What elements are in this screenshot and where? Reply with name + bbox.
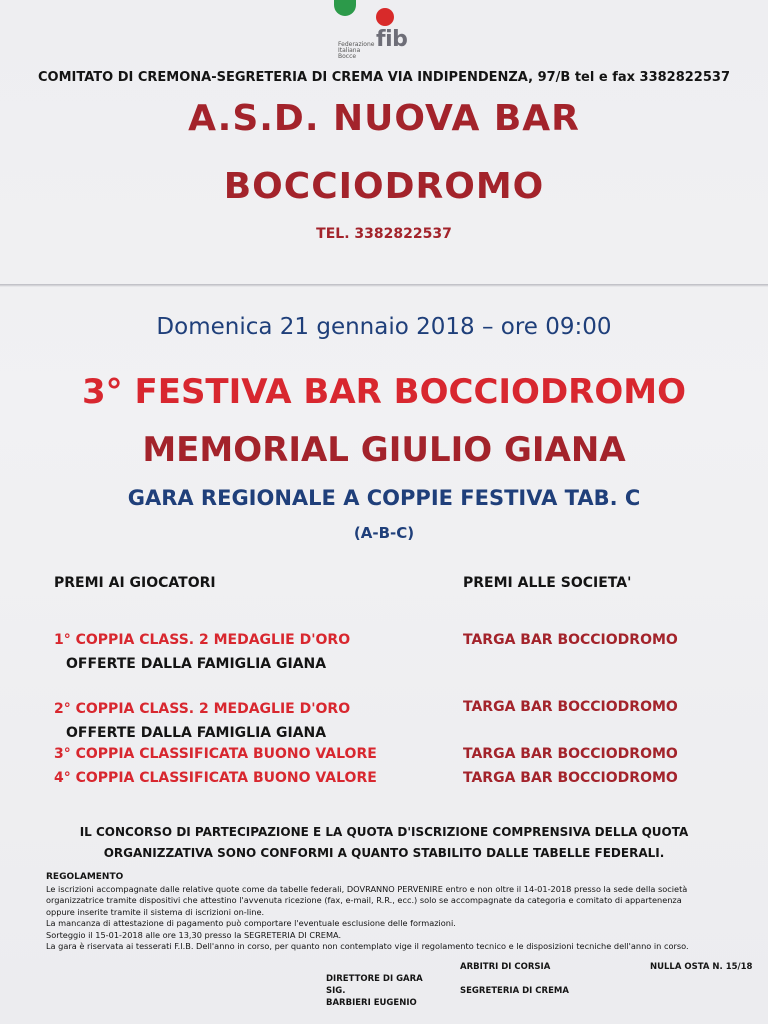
clubs-prizes-heading: PREMI ALLE SOCIETA' <box>463 575 632 591</box>
logo-brand: fib <box>376 27 408 52</box>
logo-leaf-icon <box>334 0 356 16</box>
club-name-line1: A.S.D. NUOVA BAR <box>188 98 580 139</box>
regolamento-line: oppure inserite tramite il sistema di iscrizioni on-line. <box>46 906 265 917</box>
prize-player-4: 4° COPPIA CLASSIFICATA BUONO VALORE <box>54 770 377 786</box>
fib-logo <box>330 0 430 58</box>
prize-player-3: 3° COPPIA CLASSIFICATA BUONO VALORE <box>54 746 377 762</box>
regolamento-line: La gara è riservata ai tesserati F.I.B. Dell'anno in corso, per quanto non contemplato vige il regolamento tecnico e le disposizioni tecniche dell'anno in corso. <box>46 941 689 951</box>
prize-club-1: TARGA BAR BOCCIODROMO <box>463 632 678 648</box>
prize-player-2: 2° COPPIA CLASS. 2 MEDAGLIE D'ORO <box>54 701 351 717</box>
paper-fold <box>0 284 768 287</box>
concorso-line1: IL CONCORSO DI PARTECIPAZIONE E LA QUOTA D'ISCRIZIONE COMPRENSIVA DELLA QUOTA <box>79 825 689 839</box>
event-memorial: MEMORIAL GIULIO GIANA <box>142 430 626 470</box>
direttore-name: BARBIERI EUGENIO <box>326 998 417 1008</box>
event-date: Domenica 21 gennaio 2018 – ore 09:00 <box>156 314 612 340</box>
direttore-sig: SIG. <box>326 986 346 996</box>
concorso-line2: ORGANIZZATIVA SONO CONFORMI A QUANTO STABILITO DALLE TABELLE FEDERALI. <box>103 846 665 860</box>
club-name-line2: BOCCIODROMO <box>223 166 545 207</box>
concorso-note <box>0 822 768 864</box>
logo-tagline: Federazione Italiana Bocce <box>338 41 375 60</box>
prize-player-1: 1° COPPIA CLASS. 2 MEDAGLIE D'ORO <box>54 632 351 648</box>
event-title: 3° FESTIVA BAR BOCCIODROMO <box>82 372 686 412</box>
segreteria-di-crema: SEGRETERIA DI CREMA <box>460 986 569 996</box>
players-prizes-heading: PREMI AI GIOCATORI <box>54 575 216 591</box>
event-competition: GARA REGIONALE A COPPIE FESTIVA TAB. C <box>127 486 641 510</box>
arbitri-di-corsia: ARBITRI DI CORSIA <box>460 962 551 972</box>
regolamento-line: La mancanza di attestazione di pagamento può comportare l'eventuale esclusione delle formazioni. <box>46 918 456 928</box>
regolamento-line: organizzatrice tramite dispositivi che attestino l'avvenuta ricezione (fax, e-mail, R.R., ecc.) solo se accompagnate da categoria e comitato di appartenenza <box>46 895 682 905</box>
prize-note-2: OFFERTE DALLA FAMIGLIA GIANA <box>66 725 327 741</box>
committee-line: COMITATO DI CREMONA-SEGRETERIA DI CREMA VIA INDIPENDENZA, 97/B tel e fax 3382822537 <box>37 70 730 85</box>
logo-ball-icon <box>376 8 394 26</box>
event-categories: (A-B-C) <box>353 524 415 542</box>
club-phone: TEL. 3382822537 <box>316 226 452 242</box>
prize-note-1: OFFERTE DALLA FAMIGLIA GIANA <box>66 656 327 672</box>
regolamento-title: REGOLAMENTO <box>46 872 124 882</box>
direttore-di-gara <box>326 973 423 1009</box>
prize-club-4: TARGA BAR BOCCIODROMO <box>463 770 678 786</box>
regolamento <box>46 872 726 953</box>
direttore-title: DIRETTORE DI GARA <box>326 974 423 984</box>
regolamento-line: Sorteggio il 15-01-2018 alle ore 13,30 presso la SEGRETERIA DI CREMA. <box>46 929 342 940</box>
nulla-osta: NULLA OSTA N. 15/18 <box>650 962 753 972</box>
prize-club-2: TARGA BAR BOCCIODROMO <box>463 699 678 715</box>
regolamento-line: Le iscrizioni accompagnate dalle relative quote come da tabelle federali, DOVRANNO PERVENIRE entro e non oltre il 14-01-2018 presso la sede della società <box>46 883 688 894</box>
prize-club-3: TARGA BAR BOCCIODROMO <box>463 746 678 762</box>
